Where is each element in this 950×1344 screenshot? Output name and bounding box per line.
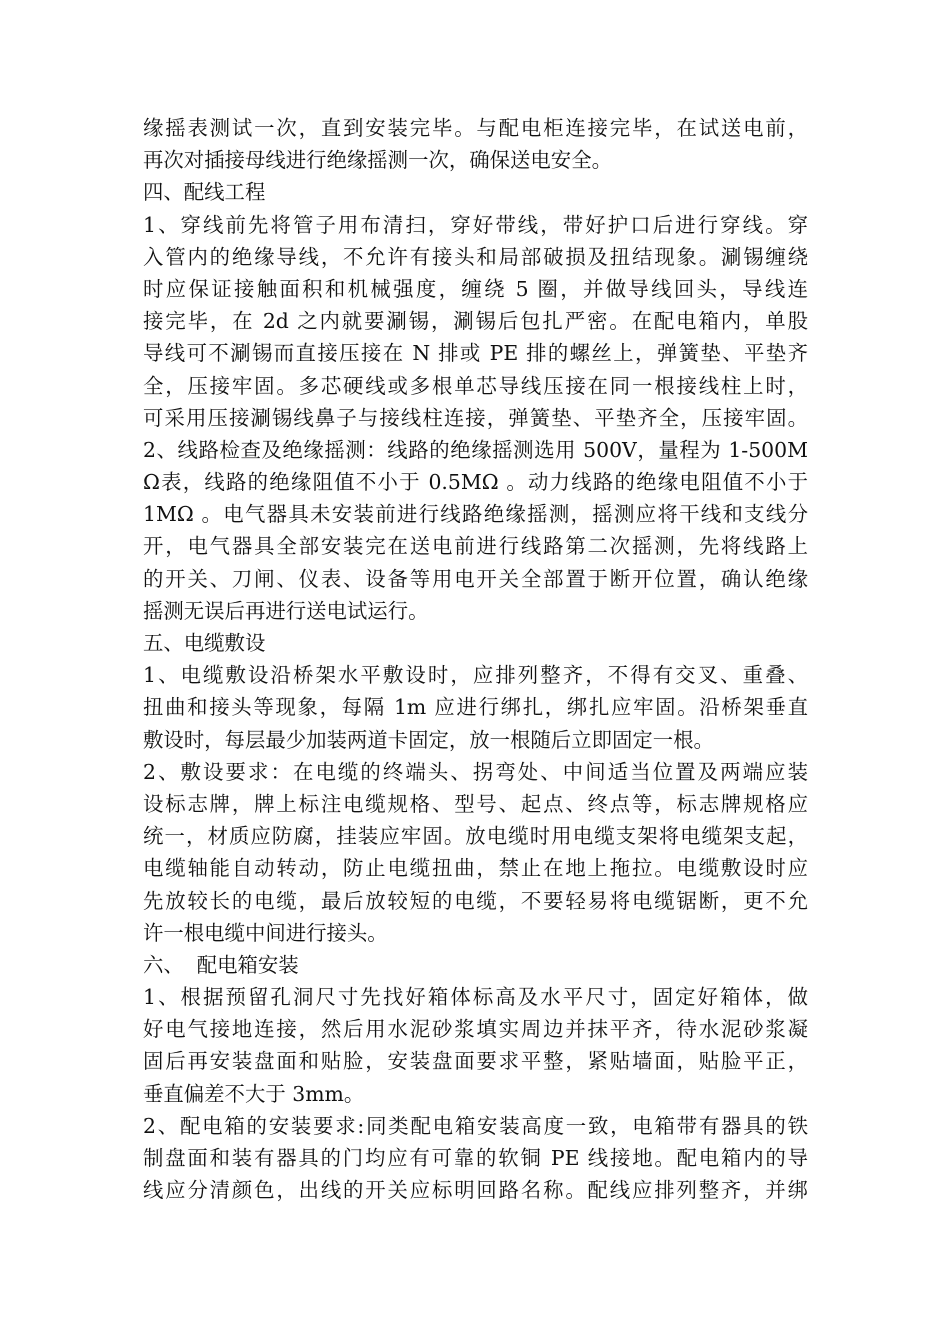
text-line: 2、配电箱的安装要求:同类配电箱安装高度一致，电箱带有器具的铁 (143, 1113, 808, 1138)
text-line: 2、线路检查及绝缘摇测：线路的绝缘摇测选用 500V，量程为 1-500M (143, 437, 808, 462)
text-line: 好电气接地连接，然后用水泥砂浆填实周边并抹平齐，待水泥砂浆凝 (143, 1017, 808, 1042)
section-heading: 六、 配电箱安装 (143, 952, 299, 977)
text-line: 导线可不涮锡而直接压接在 N 排或 PE 排的螺丝上，弹簧垫、平垫齐 (143, 341, 808, 366)
text-line: 时应保证接触面积和机械强度，缠绕 5 圈，并做导线回头，导线连 (143, 276, 808, 301)
text-line: 摇测无误后再进行送电试运行。 (143, 598, 429, 623)
text-line: 统一，材质应防腐，挂装应牢固。放电缆时用电缆支架将电缆架支起， (143, 824, 808, 849)
text-line: 线应分清颜色，出线的开关应标明回路名称。配线应排列整齐，并绑 (143, 1178, 808, 1203)
text-line: 接完毕，在 2d 之内就要涮锡，涮锡后包扎严密。在配电箱内，单股 (143, 309, 808, 334)
section-heading: 四、配线工程 (143, 180, 266, 205)
text-line: 制盘面和装有器具的门均应有可靠的软铜 PE 线接地。配电箱内的导 (143, 1146, 808, 1170)
text-line: 缘摇表测试一次，直到安装完毕。与配电柜连接完毕，在试送电前， (143, 116, 808, 140)
text-line: 固后再安装盘面和贴脸，安装盘面要求平整，紧贴墙面，贴脸平正， (143, 1049, 808, 1074)
text-line: 可采用压接涮锡线鼻子与接线柱连接，弹簧垫、平垫齐全，压接牢固。 (143, 405, 808, 430)
text-line: 敷设时，每层最少加装两道卡固定，放一根随后立即固定一根。 (143, 727, 714, 752)
section-heading: 五、电缆敷设 (143, 631, 266, 655)
document-page (143, 112, 808, 1206)
text-line: 的开关、刀闸、仪表、设备等用电开关全部置于断开位置，确认绝缘 (143, 566, 808, 591)
text-line: 全，压接牢固。多芯硬线或多根单芯导线压接在同一根接线柱上时， (143, 373, 808, 398)
text-line: 再次对插接母线进行绝缘摇测一次，确保送电安全。 (143, 148, 612, 173)
text-line: 许一根电缆中间进行接头。 (143, 920, 388, 945)
text-line: 入管内的绝缘导线，不允许有接头和局部破损及扭结现象。涮锡缠绕 (143, 244, 808, 269)
text-line: 2、敷设要求：在电缆的终端头、拐弯处、中间适当位置及两端应装 (143, 759, 808, 784)
text-line: 垂直偏差不大于 3mm。 (143, 1081, 365, 1106)
text-line: 扭曲和接头等现象，每隔 1m 应进行绑扎，绑扎应牢固。沿桥架垂直 (143, 695, 808, 720)
text-line: 设标志牌，牌上标注电缆规格、型号、起点、终点等，标志牌规格应 (143, 791, 808, 816)
text-line: 先放较长的电缆，最后放较短的电缆，不要轻易将电缆锯断，更不允 (143, 888, 808, 913)
text-line: Ω表，线路的绝缘阻值不小于 0.5MΩ 。动力线路的绝缘电阻值不小于 (143, 470, 808, 495)
text-line: 开，电气器具全部安装完在送电前进行线路第二次摇测，先将线路上 (143, 534, 808, 559)
text-line: 1、穿线前先将管子用布清扫，穿好带线，带好护口后进行穿线。穿 (143, 212, 808, 237)
text-line: 电缆轴能自动转动，防止电缆扭曲，禁止在地上拖拉。电缆敷设时应 (143, 856, 808, 881)
text-line: 1、电缆敷设沿桥架水平敷设时，应排列整齐，不得有交叉、重叠、 (143, 663, 808, 688)
text-line: 1、根据预留孔洞尺寸先找好箱体标高及水平尺寸，固定好箱体，做 (143, 985, 808, 1010)
text-line: 1MΩ 。电气器具未安装前进行线路绝缘摇测，摇测应将干线和支线分 (143, 502, 808, 527)
